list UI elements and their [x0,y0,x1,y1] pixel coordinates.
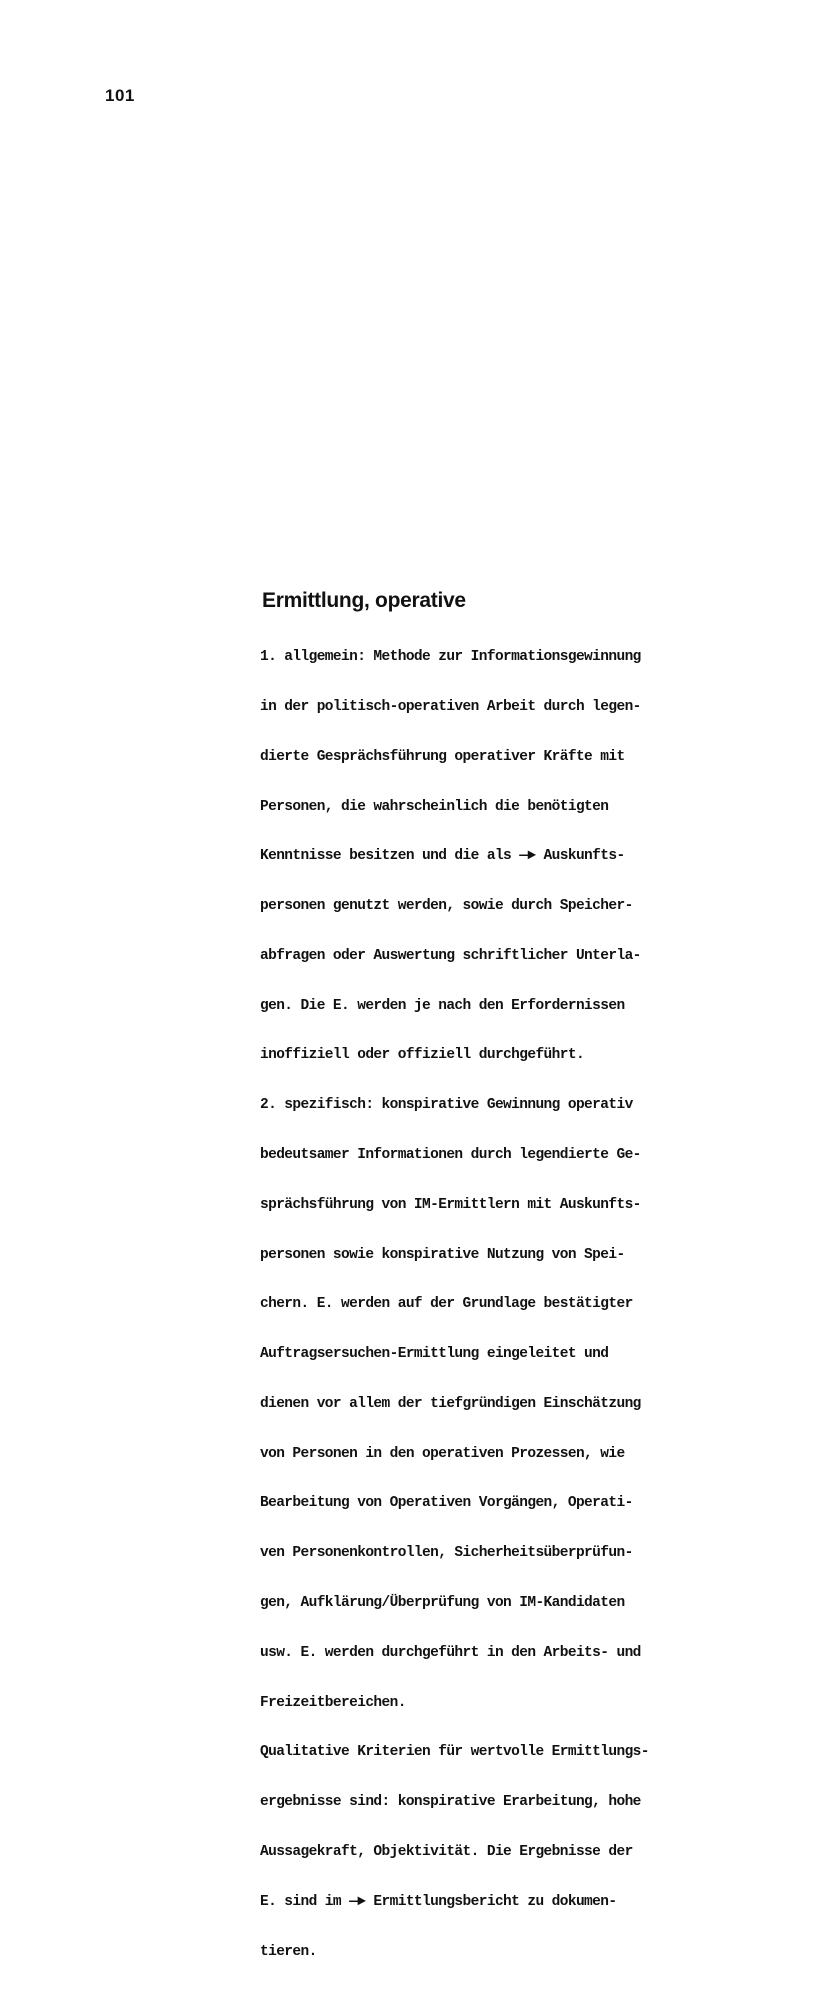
entry-line: Freizeitbereichen. [260,1694,406,1711]
entry-line: Auftragsersuchen-Ermittlung eingeleitet und [260,1346,609,1363]
entry-line: sprächsführung von IM-Ermittlern mit Auskunfts- [260,1196,641,1213]
entry-line: 1. allgemein: Methode zur Informationsgewinnung [260,649,641,666]
entry-line: gen. Die E. werden je nach den Erfordernissen [260,997,625,1014]
entry-line: ergebnisse sind: konspirative Erarbeitung, hohe [260,1794,641,1811]
entry-line: chern. E. werden auf der Grundlage bestätigter [260,1296,633,1313]
entry-line: bedeutsamer Informationen durch legendierte Ge- [260,1147,641,1163]
page-number: 101 [105,86,135,105]
dictionary-entry [260,588,760,1993]
entry-line: personen sowie konspirative Nutzung von Spei- [260,1246,625,1263]
entry-line: usw. E. werden durchgeführt in den Arbeits- und [260,1644,641,1661]
entry-line: gen, Aufklärung/Überprüfung von IM-Kandidaten [260,1595,625,1612]
entry-line: tieren. [260,1943,317,1960]
entry-line: von Personen in den operativen Prozessen, wie [260,1445,625,1462]
entry-line: abfragen oder Auswertung schriftlicher Unterla- [260,947,641,964]
entry-line: personen genutzt werden, sowie durch Speicher- [260,898,633,915]
entry-line: Qualitative Kriterien für wertvolle Ermittlungs- [260,1744,649,1761]
entry-body [260,616,760,1993]
entry-line: inoffiziell oder offiziell durchgeführt. [260,1047,585,1064]
entry-line: Bearbeitung von Operativen Vorgängen, Operati- [260,1495,633,1512]
entry-line: Kenntnisse besitzen und die als —► Auskunfts- [260,848,625,865]
entry-line: dienen vor allem der tiefgründigen Einschätzung [260,1395,641,1412]
entry-line: Personen, die wahrscheinlich die benötigten [260,798,609,815]
entry-line: Aussagekraft, Objektivität. Die Ergebnisse der [260,1843,633,1860]
entry-line: dierte Gesprächsführung operativer Kräfte mit [260,748,625,765]
entry-line: in der politisch-operativen Arbeit durch legen- [260,698,641,715]
entry-line: E. sind im —► Ermittlungsbericht zu dokumen- [260,1893,617,1910]
entry-title: Ermittlung, operative [262,589,466,612]
entry-line: 2. spezifisch: konspirative Gewinnung operativ [260,1097,633,1114]
entry-line: ven Personenkontrollen, Sicherheitsüberprüfun- [260,1545,633,1562]
